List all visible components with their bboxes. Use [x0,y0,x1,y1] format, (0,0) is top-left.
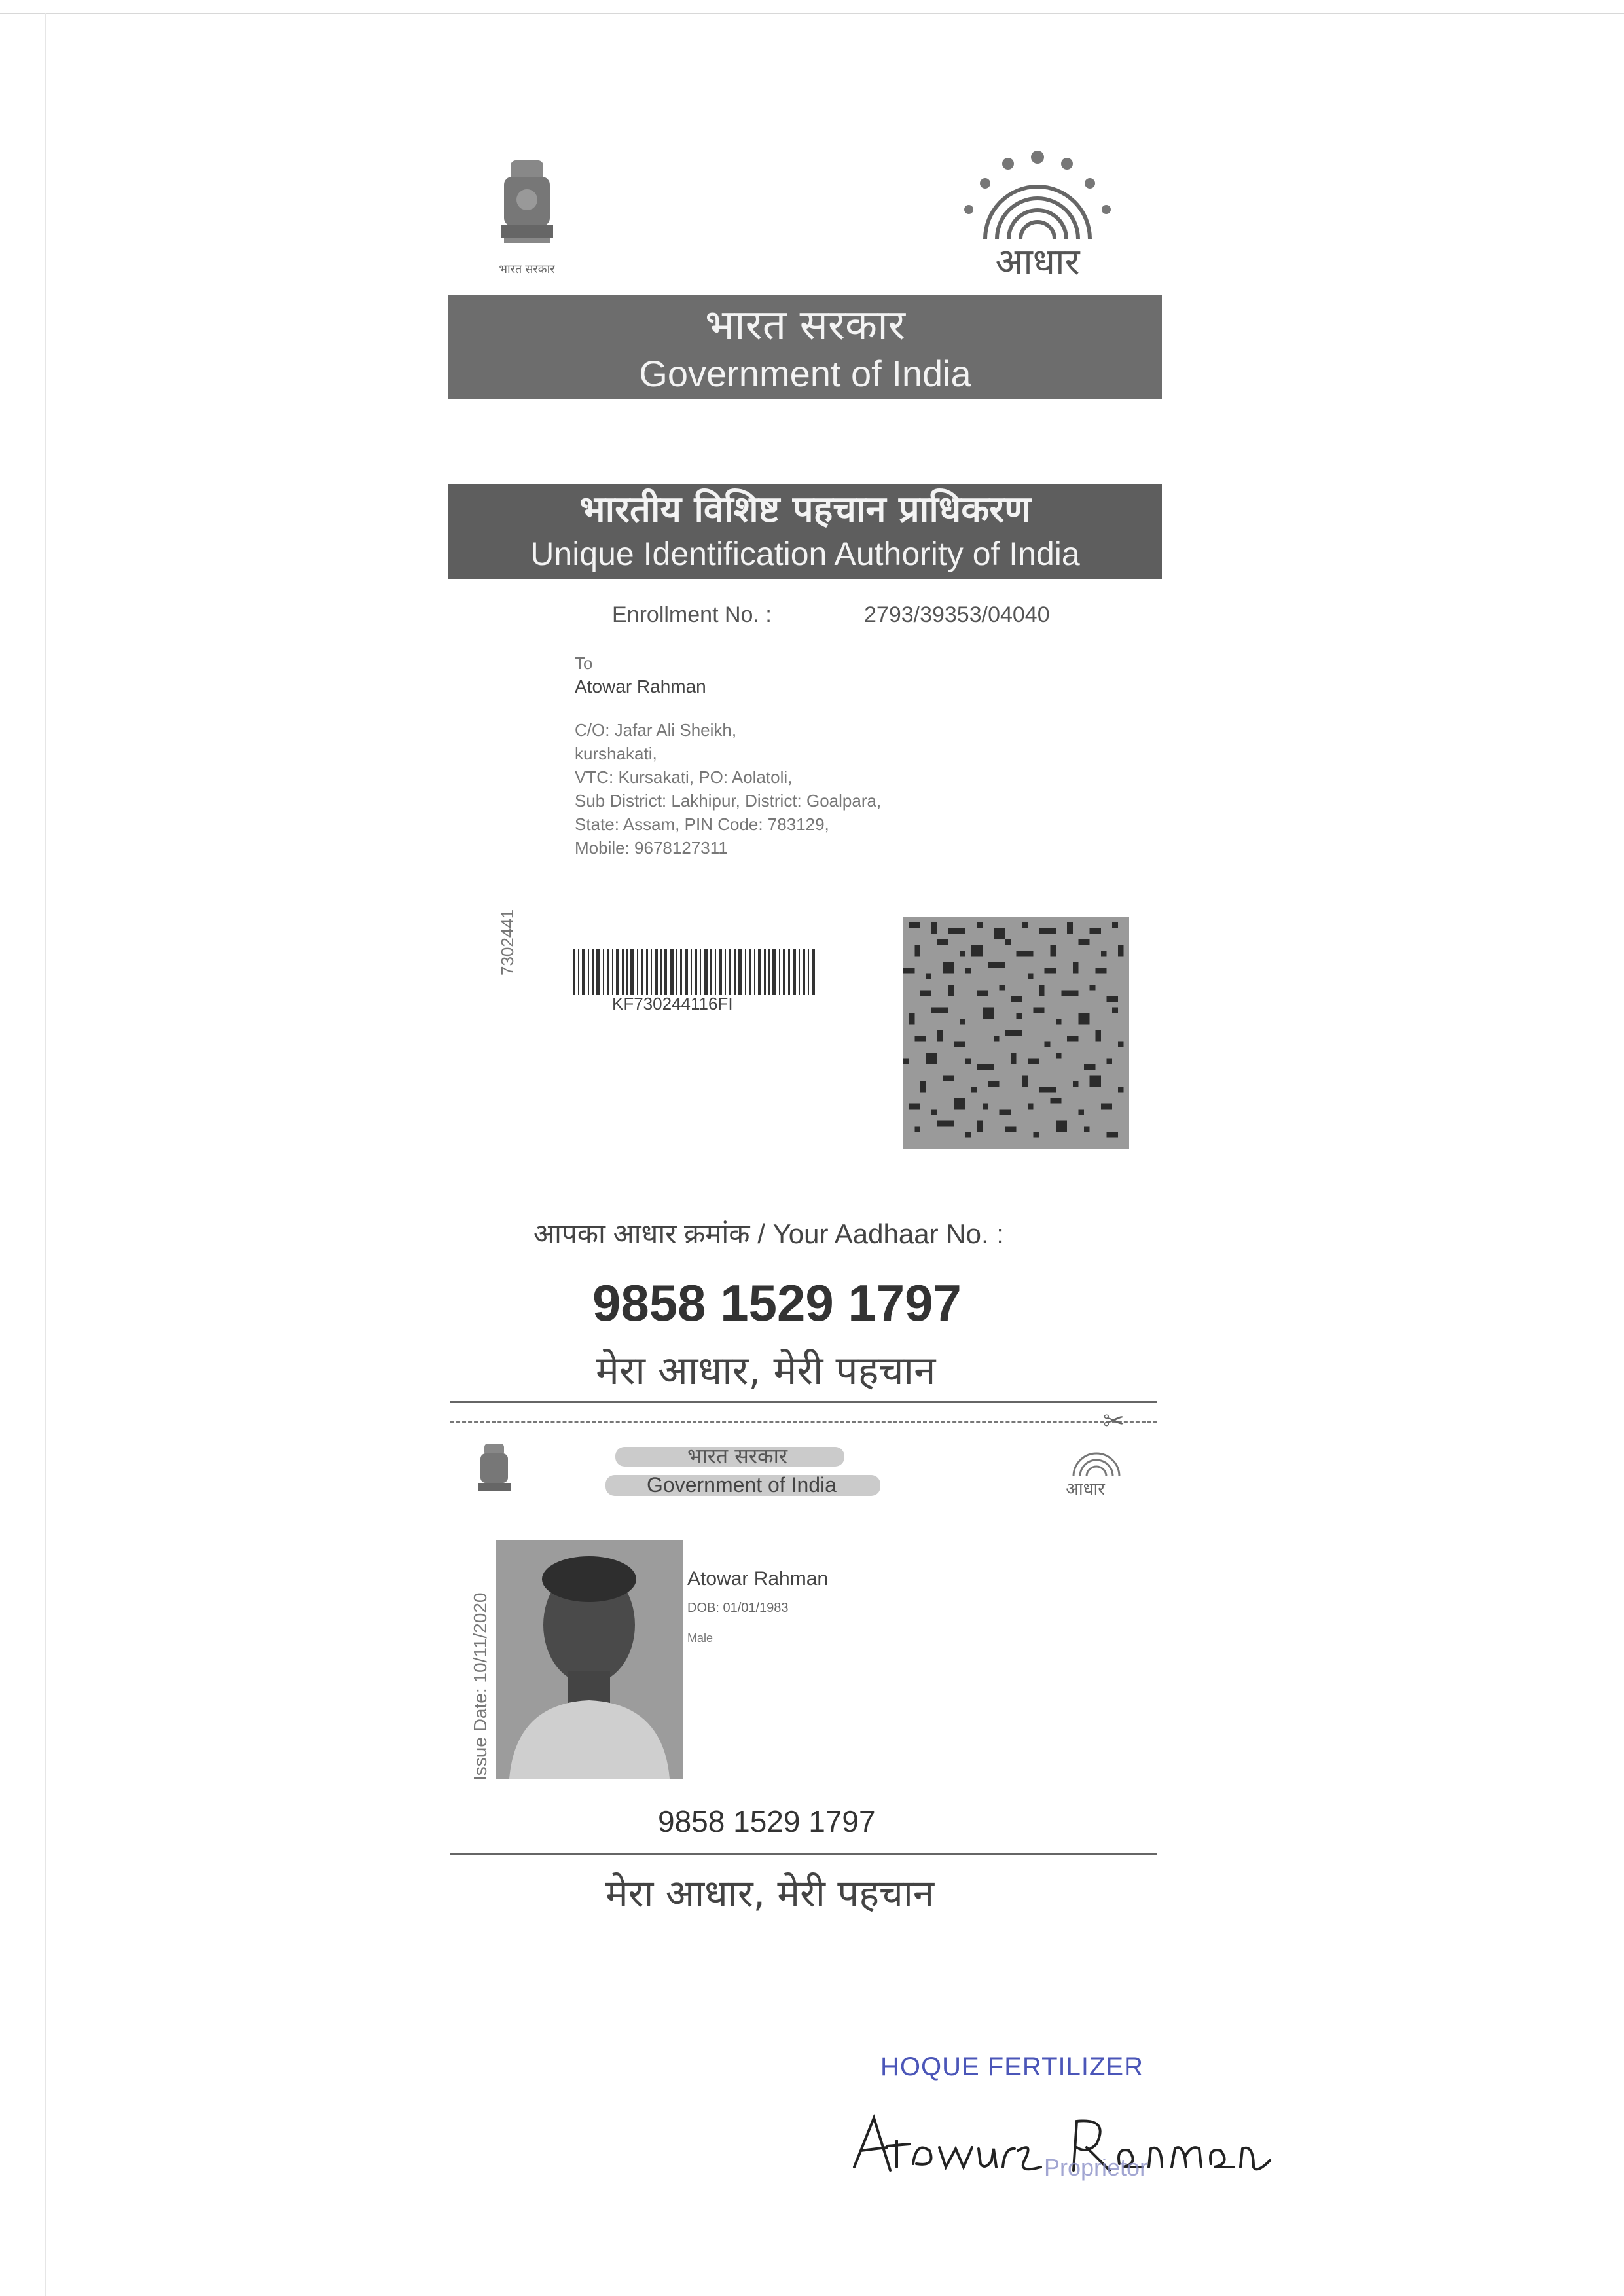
government-english: Government of India [639,353,971,394]
aadhaar-logo-text: आधार [995,241,1080,283]
aadhaar-number-label: आपका आधार क्रमांक / Your Aadhaar No. : [533,1218,1004,1249]
enrollment-number: 2793/39353/04040 [864,602,1050,627]
card-holder-name: Atowar Rahman [687,1568,829,1590]
address-line: Mobile: 9678127311 [575,838,728,858]
uidai-hindi: भारतीय विशिष्ट पहचान प्राधिकरण [579,488,1031,531]
government-hindi: भारत सरकार [705,301,905,350]
scan-left-edge [45,13,46,2296]
card-government-english: Government of India [647,1473,837,1497]
uidai-english: Unique Identification Authority of India [530,536,1080,572]
address-line: kurshakati, [575,744,657,763]
card-motto: मेरा आधार, मेरी पहचान [605,1871,935,1916]
scissors-icon: ✂ [1103,1407,1125,1436]
holder-photo [496,1540,683,1779]
card-government-hindi: भारत सरकार [687,1444,787,1468]
card-gender: Male [687,1631,713,1645]
address-line: VTC: Kursakati, PO: Aolatoli, [575,767,793,787]
address-lines [575,718,881,860]
address-block [575,651,881,860]
scan-top-edge [0,0,1624,14]
card-aadhaar-logo-text: आधार [1066,1480,1105,1499]
side-code: 7302441 [497,909,517,975]
separator-line [450,1401,1157,1403]
barcode-text: KF730244116FI [612,994,733,1013]
qr-code-icon [903,917,1129,1149]
aadhaar-number: 9858 1529 1797 [592,1274,962,1332]
aadhaar-motto: मेरा आधार, मेरी पहचान [596,1348,936,1394]
uidai-band [448,484,1162,579]
address-line: Sub District: Lakhipur, District: Goalpara, [575,791,882,811]
barcode-icon [573,949,818,995]
stamp-title: HOQUE FERTILIZER [880,2052,1144,2081]
address-line: State: Assam, PIN Code: 783129, [575,814,829,834]
card-emblem-icon [471,1440,517,1509]
address-name: Atowar Rahman [575,676,706,697]
address-to: To [575,653,593,673]
emblem-caption: भारत सरकार [499,263,555,276]
cut-line [450,1421,1157,1423]
enrollment-label: Enrollment No. : [612,602,772,627]
government-band [448,295,1162,399]
card-dob: DOB: 01/01/1983 [687,1601,789,1615]
address-line: C/O: Jafar Ali Sheikh, [575,720,737,740]
issue-date: Issue Date: 10/11/2020 [470,1592,490,1781]
stamp-role: Proprietor [1044,2154,1148,2181]
card-aadhaar-number: 9858 1529 1797 [658,1804,876,1838]
card-separator-line [450,1853,1157,1855]
